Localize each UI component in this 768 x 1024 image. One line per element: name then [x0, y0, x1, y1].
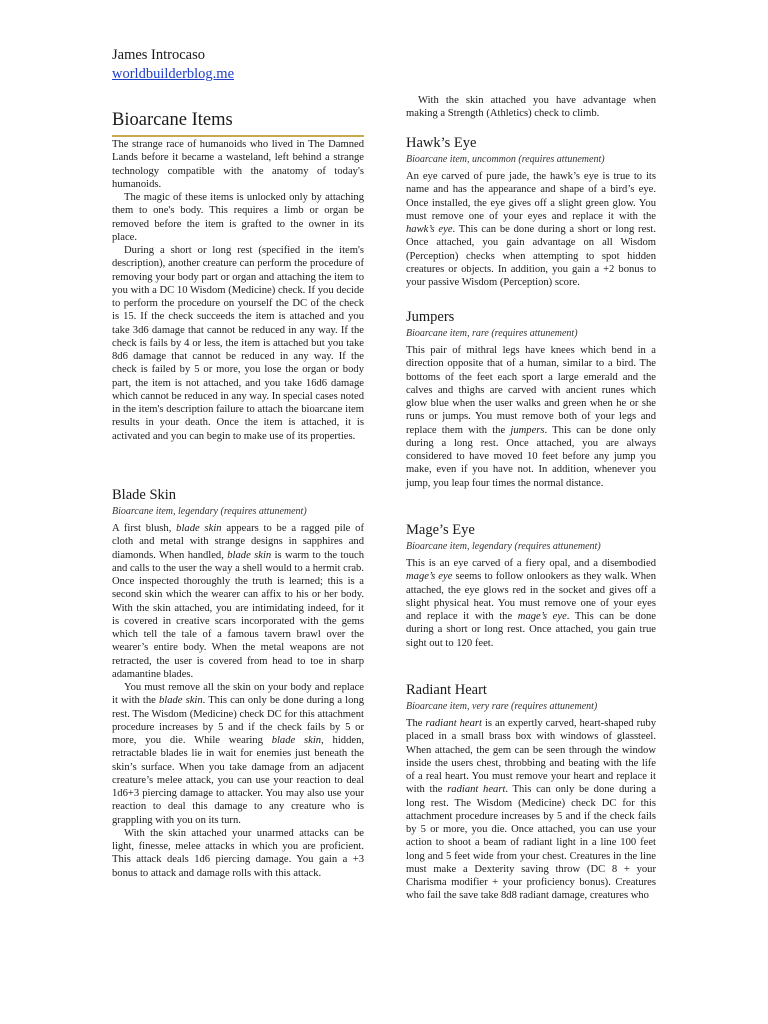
blade-skin-paragraph-4: With the skin attached you have advantage when making a Strength (Athletics) check to climb.	[406, 95, 656, 120]
jumpers-heading: Jumpers	[406, 309, 455, 325]
intro-paragraph-2: The magic of these items is unlocked only by attaching them to one's body. This requires a limb or organ be removed before the item is grafted to the owner in its place.	[112, 192, 364, 243]
hawks-eye-subtitle: Bioarcane item, uncommon (requires attunement)	[406, 154, 605, 165]
jumpers-section	[406, 308, 656, 490]
hawks-eye-section	[406, 134, 656, 289]
jumpers-paragraph: This pair of mithral legs have knees which bend in a direction opposite that of a human, similar to a bird. The bottoms of the feet each sport a large emerald and the calves and thighs are carved with ancient runes which glow blue when the user walks and green when he or she runs or jumps. You must remove both of your legs and replace them with the jumpers. This can be done only during a long rest. Once attached, you are always considered to have moved 10 feet before any jump you make, even if you have not. In addition, whenever you jump, you leap four times the normal distance.	[406, 345, 656, 489]
blade-skin-paragraph-3: With the skin attached your unarmed attacks can be light, finesse, melee attacks in which you are proficient. This attack deals 1d6 piercing damage. You gain a +3 bonus to attack and damage rolls with this attack.	[112, 827, 364, 879]
mages-eye-section	[406, 521, 656, 650]
hawks-eye-heading: Hawk’s Eye	[406, 135, 477, 151]
author-block	[112, 46, 234, 84]
blade-skin-heading: Blade Skin	[112, 487, 177, 503]
mages-eye-heading: Mage’s Eye	[406, 522, 475, 538]
blade-skin-subtitle: Bioarcane item, legendary (requires attunement)	[112, 506, 307, 517]
intro-paragraph-1: The strange race of humanoids who lived in The Damned Lands before it became a wasteland, left behind a strange technology compatible with the anatomy of today's humanoids.	[112, 139, 364, 190]
radiant-heart-heading: Radiant Heart	[406, 682, 487, 698]
mages-eye-paragraph: This is an eye carved of a fiery opal, and a disembodied mage’s eye seems to follow onlookers as they walk. When attached, the eye glows red in the socket and gives off a slight physical heat. You must remove one of your eyes and replace it with the mage’s eye. This can be done during a short or long rest. Once attached, you gain true sight out to 120 feet.	[406, 558, 656, 649]
author-name: James Introcaso	[112, 47, 206, 63]
intro-paragraph-3: During a short or long rest (specified in the item's description), another creature can perform the procedure of removing your body part or organ and attaching the item to you with a DC 10 Wisdom (Medicine) check. If you decide to perform the procedure on yourself the DC of the check is 15. If the check succeeds the item is attached and you take 3d6 damage that cannot be reduced in any way. If the check is fails by 4 or less, the item is attached but you take 8d6 damage that cannot be reduced in any way. If the check is failed by 5 or more, you lose the organ or body part, the item is not attached, and you take 16d6 damage which cannot be reduced in any way. In special cases noted in the item's description failure to attach the bioarcane item results in your death. Once the item is attached, it is activated and you can begin to make use of its properties.	[112, 245, 364, 442]
radiant-heart-section	[406, 681, 656, 903]
radiant-heart-paragraph: The radiant heart is an expertly carved, heart-shaped ruby placed in a small brass box with windows of glassteel. When attached, the gem can be seen through the window inside the users chest, throbbing and beating with the life of a real heart. You must remove your heart and replace it with the radiant heart. This can only be done during a long rest. The Wisdom (Medicine) check DC for this attachment procedure increases by 5 and if the check fails by 5 or more, you die. Once attached, you can use your action to shoot a beam of radiant light in a line 100 feet long and 5 feet wide from your chest. Creatures in the line must make a Dexterity saving throw (DC 8 + your Charisma modifier + your proficiency bonus). Creatures who fail the save take 8d8 radiant damage, creatures who	[406, 718, 656, 902]
mages-eye-subtitle: Bioarcane item, legendary (requires attunement)	[406, 541, 601, 552]
radiant-heart-subtitle: Bioarcane item, very rare (requires attunement)	[406, 701, 598, 712]
blade-skin-paragraph-1: A first blush, blade skin appears to be a ragged pile of cloth and metal with strange designs in sapphires and diamonds. When handled, blade skin is warm to the touch and calls to the user the way a shell would to a hermit crab. Once inspected thoroughly the truth is learned; this is a second skin which the wearer can affix to his or her body. With the skin attached, you are intimidating indeed, for it is covered in creative scars incorporated with the gems which tell the tale of a famous tavern brawl over the wearer’s entire body. When the metal weapons are not retracted, the user is covered from head to toe in sharp adamantine blades.	[112, 523, 365, 680]
hawks-eye-paragraph: An eye carved of pure jade, the hawk’s eye is true to its name and has the appearance and shape of a bird’s eye. Once installed, the eye gives off a slight green glow. You must remove one of your eyes and replace it with the hawk’s eye. This can be done during a short or long rest. Once attached, you gain advantage on all Wisdom (Perception) checks when attempting to spot hidden creatures or objects. In addition, you gain a +2 bonus to your passive Wisdom (Perception) score.	[406, 171, 656, 288]
blade-skin-section	[112, 486, 364, 880]
blade-skin-paragraph-2: You must remove all the skin on your body and replace it with the blade skin. This can only be done during a long rest. The Wisdom (Medicine) check DC for this attachment procedure increases by 5 and if the check fails by 5 or more, you die. While wearing blade skin, hidden, retractable blades lie in wait for enemies just beneath the skin’s surface. When you take damage from an adjacent creature’s melee attack, you can use your reaction to deal 1d6+3 piercing damage to attacker. You may also use your reaction to deal this damage to any creature who is grappling with you on its turn.	[112, 682, 365, 826]
author-website-link[interactable]: worldbuilderblog.me	[112, 66, 235, 82]
intro-section	[112, 138, 364, 443]
page-title: Bioarcane Items	[112, 108, 364, 137]
jumpers-subtitle: Bioarcane item, rare (requires attunement)	[406, 328, 578, 339]
blade-skin-continued	[406, 94, 656, 121]
